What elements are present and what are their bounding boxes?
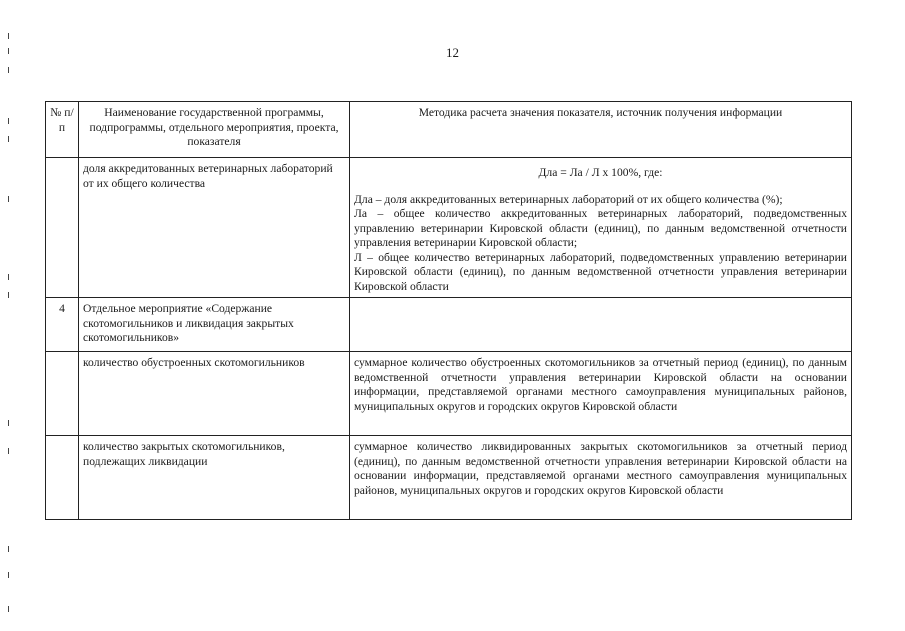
row-name: доля аккредитованных ветеринарных лабораторий от их общего количества <box>79 158 350 298</box>
table-row <box>46 298 852 352</box>
method-line: Дла – доля аккредитованных ветеринарных лабораторий от их общего количества (%); <box>354 192 783 206</box>
scan-mark <box>8 606 9 612</box>
row-name: Отдельное мероприятие «Содержание скотомогильников и ликвидация закрытых скотомогильников» <box>79 298 350 352</box>
table-row <box>46 352 852 436</box>
method-line: Л – общее количество ветеринарных лабораторий, подведомственных управлению ветеринарии Кировской области (единиц), по данным ведомственной отчетности управления ветеринарии Кировской области <box>354 250 847 293</box>
scan-mark <box>8 67 9 73</box>
scan-mark <box>8 292 9 298</box>
row-method: суммарное количество ликвидированных закрытых скотомогильников за отчетный период (единиц), по данным ведомственной отчетности управления ветеринарии Кировской области на основании информации, представляемой органами местного самоуправления муниципальных районов, муниципальных округов и городских округов Кировской области <box>350 436 852 520</box>
scan-mark <box>8 546 9 552</box>
row-num: 4 <box>46 298 79 352</box>
row-name: количество обустроенных скотомогильников <box>79 352 350 436</box>
table-header-row <box>46 102 852 158</box>
method-line: Ла – общее количество аккредитованных ветеринарных лабораторий, подведомственных управлению ветеринарии Кировской области (единиц), по данным ведомственной отчетности управления ветеринарии Кировской области; <box>354 207 847 249</box>
row-method: суммарное количество обустроенных скотомогильников за отчетный период (единиц), по данным ведомственной отчетности управления ветеринарии Кировской области на основании информации, представляемой органами местного самоуправления муниципальных районов, муниципальных округов и городских округов Кировской области <box>350 352 852 436</box>
table-row <box>46 158 852 298</box>
row-method <box>350 298 852 352</box>
row-num <box>46 158 79 298</box>
row-name: количество закрытых скотомогильников, подлежащих ликвидации <box>79 436 350 520</box>
row-num <box>46 436 79 520</box>
scan-mark <box>8 420 9 426</box>
scan-mark <box>8 274 9 280</box>
row-num <box>46 352 79 436</box>
formula: Дла = Ла / Л х 100%, где: <box>538 166 663 179</box>
header-num: № п/п <box>46 102 79 158</box>
page-number: 12 <box>446 45 459 60</box>
scan-mark <box>8 572 9 578</box>
table-row <box>46 436 852 520</box>
header-method: Методика расчета значения показателя, источник получения информации <box>350 102 852 158</box>
scan-mark <box>8 118 9 124</box>
row-method <box>350 158 852 298</box>
methodology-table <box>45 101 852 520</box>
scan-mark <box>8 448 9 454</box>
scan-mark <box>8 33 9 39</box>
scan-mark <box>8 196 9 202</box>
scan-mark <box>8 136 9 142</box>
header-name: Наименование государственной программы, подпрограммы, отдельного мероприятия, проекта, показателя <box>79 102 350 158</box>
